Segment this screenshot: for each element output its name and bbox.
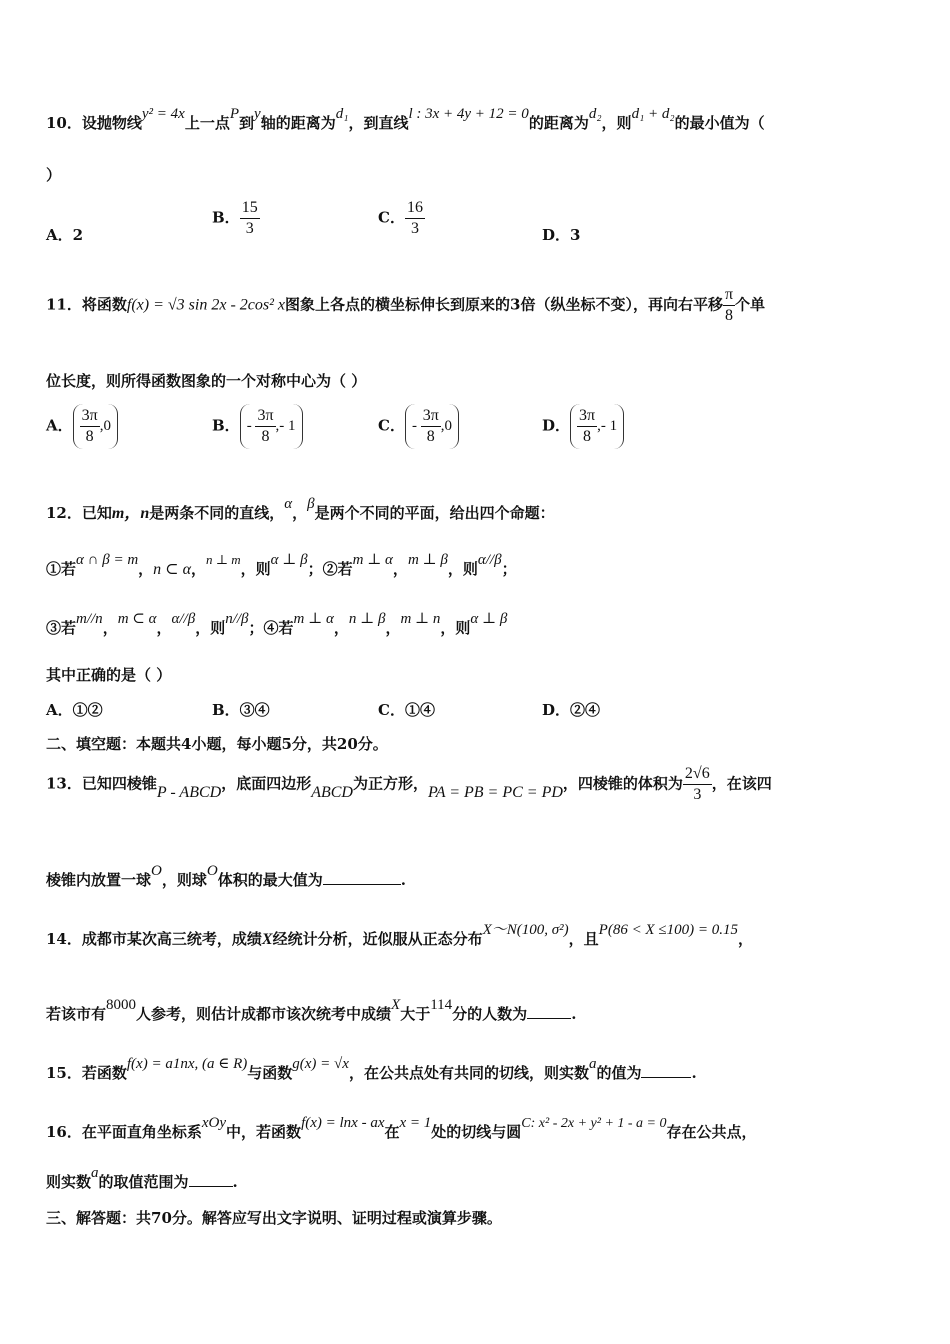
- q10-option-c: C． $\frac{16}{3}$: [378, 199, 423, 237]
- q11-line1: 11．将函数f(x) = √3 sin 2x - 2cos² x图象上各点的横坐标伸长到原来的3倍（纵坐标不变），再向右平移 $\frac{\pi}{8}$ 个单: [46, 286, 766, 324]
- q11-option-d: D． $\frac{3\pi}{8}$ ,- 1: [542, 404, 624, 449]
- q12-option-d: D．②④: [542, 701, 601, 719]
- q12-ask: 其中正确的是（ ）: [46, 666, 172, 684]
- q11-fraction-a: $\frac{3\pi}{8}$: [81, 407, 98, 445]
- q11-option-b: B． - $\frac{3\pi}{8}$ ,- 1: [212, 404, 303, 449]
- q12-option-c: C．①④: [378, 701, 435, 719]
- q16-line1: 16．在平面直角坐标系xOy中，若函数f(x) = lnx - ax在x = 1处的切线与圆C: x² - 2x + y² + 1 - a = 0存在公共点，: [46, 1115, 757, 1141]
- q11-fraction-b: $\frac{3\pi}{8}$: [257, 407, 274, 445]
- q10-line1: 10．设抛物线y² = 4x上一点P到y轴的距离为d₁，到直线l : 3x + 4y + 12 = 0的距离为d₂，则d₁ + d₂的最小值为（: [46, 106, 765, 132]
- q10-fraction-c: $\frac{16}{3}$: [406, 199, 423, 237]
- q13-number: 13．: [46, 774, 82, 793]
- section-3-heading: 三、解答题：共70分。解答应写出文字说明、证明过程或演算步骤。: [46, 1209, 502, 1227]
- q12-line1: 12．已知m，n是两条不同的直线，α，β是两个不同的平面，给出四个命题：: [46, 496, 555, 522]
- q13-line1: 13．已知四棱锥P - ABCD，底面四边形ABCD为正方形，PA = PB = PC = PD，四棱锥的体积为 $\frac{2√6}{3}$ ，在该四: [46, 765, 772, 803]
- q10-fraction-b: $\frac{15}{3}$: [241, 199, 258, 237]
- q13-volume-fraction: $\frac{2√6}{3}$: [684, 765, 710, 803]
- q15-number: 15．: [46, 1064, 82, 1082]
- q14-answer-blank[interactable]: [527, 1004, 571, 1019]
- q10-option-a: A．2: [46, 226, 84, 244]
- q14-line1: 14．成都市某次高三统考，成绩X经统计分析，近似服从正态分布X～N(100, σ²)，且P(86 < X ≤100) = 0.15，: [46, 922, 753, 948]
- q15-answer-blank[interactable]: [641, 1063, 691, 1078]
- q14-number: 14．: [46, 930, 82, 948]
- section-2-heading: 二、填空题：本题共4小题，每小题5分，共20分。: [46, 735, 388, 753]
- q12-propositions-3-4: ③若m//n，m ⊂ α，α//β，则n//β；④若m ⊥ α，n ⊥ β，m ⊥ n，则α ⊥ β: [46, 611, 508, 637]
- q11-shift-fraction: $\frac{\pi}{8}$: [724, 286, 734, 324]
- q10-number: 10．: [46, 114, 82, 132]
- q12-option-a: A．①②: [46, 701, 103, 719]
- q12-propositions-1-2: ①若α ∩ β = m，n ⊂ α，n ⊥ m，则α ⊥ β；②若m ⊥ α，m ⊥ β，则α//β；: [46, 552, 517, 578]
- q11-option-a: A． $\frac{3\pi}{8}$ ,0: [46, 404, 118, 449]
- q11-line2: 位长度，则所得函数图象的一个对称中心为（ ）: [46, 372, 367, 390]
- q13-answer-blank[interactable]: [323, 870, 401, 885]
- q14-line2: 若该市有8000人参考，则估计成都市该次统考中成绩X大于114分的人数为 .: [46, 997, 577, 1023]
- q11-fraction-c: $\frac{3\pi}{8}$: [422, 407, 439, 445]
- q11-option-c: C． - $\frac{3\pi}{8}$ ,0: [378, 404, 459, 449]
- q13-line2: 棱锥内放置一球O，则球O体积的最大值为 .: [46, 863, 406, 889]
- q10-option-b: B． $\frac{15}{3}$: [212, 199, 258, 237]
- q11-fraction-d: $\frac{3\pi}{8}$: [579, 407, 596, 445]
- q11-number: 11．: [46, 295, 82, 314]
- q12-option-b: B．③④: [212, 701, 270, 719]
- q10-line2: ）: [46, 166, 62, 184]
- q16-number: 16．: [46, 1123, 82, 1141]
- q16-answer-blank[interactable]: [189, 1172, 233, 1187]
- q10-option-d: D．3: [542, 226, 581, 244]
- q16-line2: 则实数a的取值范围为 .: [46, 1165, 238, 1191]
- q12-number: 12．: [46, 504, 82, 522]
- q15-line: 15．若函数f(x) = a1nx, (a ∈ R)与函数g(x) = √x，在公共点处有共同的切线，则实数a的值为 .: [46, 1056, 697, 1082]
